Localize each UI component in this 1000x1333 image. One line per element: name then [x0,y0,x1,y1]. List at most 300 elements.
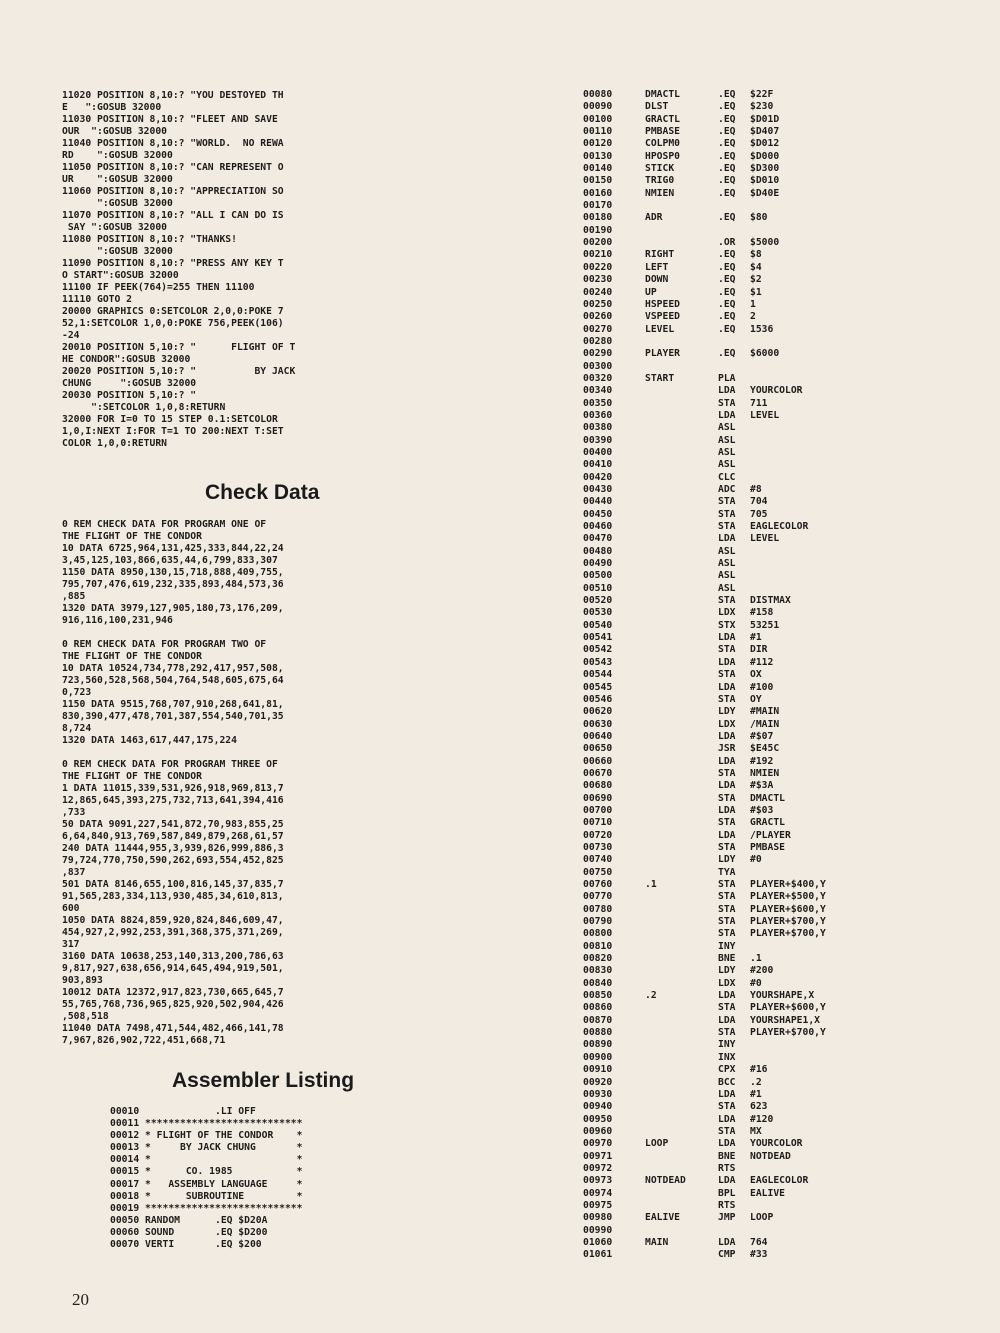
line-label: TRIG0 [645,175,675,187]
line-number: 00972 [583,1162,613,1174]
line-label: GRACTL [645,113,680,125]
line-number: 00500 [583,570,613,582]
line-opcode: JMP [718,1212,736,1224]
line-label: UP [645,286,657,298]
assembler-line [583,1027,826,1039]
line-number: 00545 [583,681,613,693]
line-operand: NMIEN [750,767,780,779]
assembler-line [583,879,826,891]
line-number: 00120 [583,138,613,150]
line-label: COLPM0 [645,138,680,150]
check-data-line: 79,724,770,750,590,262,693,554,452,825 [62,855,284,866]
line-number: 00880 [583,1027,613,1039]
check-data-section [62,519,284,1059]
line-operand: #1 [750,1088,762,1100]
assembler-line [583,472,826,484]
line-opcode: LDA [718,1236,736,1248]
line-opcode: LDY [718,706,736,718]
line-number: 00850 [583,990,613,1002]
line-operand: #200 [750,965,774,977]
assembler-line [583,324,826,336]
check-data-line: 600 [62,903,80,914]
line-number: 00910 [583,1064,613,1076]
line-operand: $2 [750,274,762,286]
assembler-line [583,719,826,731]
line-opcode: STA [718,693,736,705]
basic-listing [62,90,295,450]
line-operand: 623 [750,1101,768,1113]
assembler-line [583,163,826,175]
assembler-listing-right [583,89,826,1262]
line-number: 00660 [583,755,613,767]
check-data-line: THE FLIGHT OF THE CONDOR [62,771,202,782]
line-opcode: STA [718,879,736,890]
basic-line: 1,0,I:NEXT I:FOR T=1 TO 200:NEXT T:SET [62,426,284,437]
basic-line: 11040 POSITION 8,10:? "WORLD. NO REWA [62,138,284,149]
line-number: 00680 [583,780,613,792]
line-opcode: .EQ [718,311,736,323]
line-opcode: LDA [718,681,736,693]
check-data-line: 11040 DATA 7498,471,544,482,466,141,78 [62,1023,284,1034]
line-opcode: STA [718,1002,736,1014]
line-number: 00750 [583,866,613,878]
line-operand: MX [750,1125,762,1137]
line-opcode: LDA [718,1138,736,1150]
check-data-line: 6,64,840,913,769,587,849,879,268,61,57 [62,831,284,842]
assembler-line [583,891,826,903]
line-number: 00220 [583,261,613,273]
line-operand: DMACTL [750,792,785,804]
line-opcode: .EQ [718,249,736,261]
assembler-line [583,398,826,410]
assembler-line [583,768,826,780]
check-data-line: ,733 [62,807,86,818]
line-operand: PLAYER+$400,Y [750,879,826,890]
line-opcode: .EQ [718,261,736,273]
line-number: 00080 [583,89,613,100]
assembler-line [583,175,826,187]
line-operand: PLAYER+$700,Y [750,916,826,928]
line-label: LOOP [645,1138,669,1150]
basic-line: SAY ":GOSUB 32000 [62,222,167,233]
assembler-line [583,274,826,286]
line-label: PMBASE [645,126,680,138]
line-operand: #8 [750,484,762,495]
line-number: 00190 [583,224,613,236]
assembler-line [583,101,826,113]
line-operand: YOURSHAPE,X [750,990,815,1002]
line-number: 00400 [583,446,613,458]
line-label: HPOSP0 [645,150,680,162]
line-operand: PLAYER+$600,Y [750,903,826,915]
line-operand: $D012 [750,138,780,150]
line-number: 00180 [583,212,613,224]
line-opcode: LDA [718,990,736,1002]
line-label: ADR [645,212,663,224]
line-number: 00270 [583,323,613,335]
line-number: 00990 [583,1224,613,1236]
assembler-line [583,583,826,595]
check-data-line: 10 DATA 10524,734,778,292,417,957,508, [62,663,284,674]
line-number: 00620 [583,706,613,718]
line-number: 00640 [583,730,613,742]
assembler-line [583,756,826,768]
line-opcode: STA [718,916,736,928]
line-opcode: STA [718,1125,736,1137]
check-data-line: 723,560,528,568,504,764,548,605,675,64 [62,675,284,686]
line-label: DMACTL [645,89,680,100]
line-operand: 711 [750,397,768,409]
line-opcode: INY [718,940,736,952]
basic-line: 11100 IF PEEK(764)=255 THEN 11100 [62,282,255,293]
line-opcode: RTS [718,1162,736,1174]
assembler-line [583,990,826,1002]
basic-line: OUR ":GOSUB 32000 [62,126,167,137]
line-number: 00650 [583,743,613,755]
assembler-line [583,1101,826,1113]
line-operand: LEVEL [750,409,780,421]
line-label: EALIVE [645,1212,680,1224]
check-data-line: 317 [62,939,80,950]
assembler-line [583,237,826,249]
basic-line: 20000 GRAPHICS 0:SETCOLOR 2,0,0:POKE 7 [62,306,284,317]
line-operand: PLAYER+$500,Y [750,891,826,903]
check-data-program-three [62,759,284,1047]
basic-line: ":GOSUB 32000 [62,198,173,209]
assembler-line [583,694,826,706]
line-operand: EALIVE [750,1187,785,1199]
basic-line: ":SETCOLOR 1,0,8:RETURN [62,402,226,413]
line-number: 00250 [583,298,613,310]
line-opcode: ASL [718,422,736,434]
assembler-line: 00015 * CO. 1985 * [110,1166,303,1178]
assembler-line [583,546,826,558]
line-operand: $D40E [750,187,780,199]
line-number: 00543 [583,656,613,668]
basic-line: 32000 FOR I=0 TO 15 STEP 0.1:SETCOLOR [62,414,278,425]
line-number: 00110 [583,126,613,138]
check-data-line: 240 DATA 11444,955,3,939,826,999,886,3 [62,843,284,854]
line-opcode: .EQ [718,286,736,298]
assembler-line [583,978,826,990]
line-number: 00350 [583,397,613,409]
line-label: LEFT [645,261,669,273]
line-number: 00390 [583,434,613,446]
line-opcode: ASL [718,446,736,458]
line-number: 00520 [583,595,613,607]
line-operand: EAGLECOLOR [750,521,809,533]
line-number: 00240 [583,286,613,298]
basic-line: RD ":GOSUB 32000 [62,150,173,161]
line-operand: DISTMAX [750,595,791,607]
line-operand: $4 [750,261,762,273]
line-operand: .2 [750,1076,762,1088]
line-opcode: LDA [718,1113,736,1125]
assembler-line [583,459,826,471]
line-number: 00790 [583,916,613,928]
line-label: NMIEN [645,187,675,199]
line-label: .1 [645,879,657,890]
basic-line: 52,1:SETCOLOR 1,0,0:POKE 756,PEEK(106) [62,318,284,329]
check-data-line: 903,893 [62,975,103,986]
line-opcode: STA [718,397,736,409]
line-operand: $E45C [750,743,780,755]
line-number: 00730 [583,841,613,853]
line-number: 00820 [583,953,613,965]
line-number: 00280 [583,335,613,347]
line-operand: LEVEL [750,533,780,545]
assembler-line [583,447,826,459]
line-number: 00860 [583,1002,613,1014]
line-operand: #16 [750,1064,768,1076]
line-operand: #100 [750,681,774,693]
check-data-line: 795,707,476,619,232,335,893,484,573,36 [62,579,284,590]
line-operand: $1 [750,286,762,298]
line-opcode: LDA [718,829,736,841]
check-data-line: 0 REM CHECK DATA FOR PROGRAM TWO OF [62,639,267,650]
line-number: 00830 [583,965,613,977]
line-opcode: BNE [718,1150,736,1162]
line-operand: $230 [750,101,774,113]
line-number: 00170 [583,200,613,212]
assembler-line [583,1151,826,1163]
line-number: 00740 [583,854,613,866]
assembler-line [583,410,826,422]
line-label: DLST [645,101,669,113]
line-opcode: CLC [718,471,736,483]
assembler-line: 00019 *************************** [110,1202,303,1214]
assembler-line [583,928,826,940]
check-data-line: THE FLIGHT OF THE CONDOR [62,531,202,542]
line-number: 00973 [583,1175,613,1187]
basic-line: 11110 GOTO 2 [62,294,132,305]
line-opcode: ASL [718,459,736,471]
assembler-line [583,867,826,879]
line-number: 00140 [583,163,613,175]
line-opcode: LDA [718,804,736,816]
line-opcode: LDX [718,718,736,730]
line-opcode: BCC [718,1076,736,1088]
assembler-line: 00012 * FLIGHT OF THE CONDOR * [110,1130,303,1142]
line-operand: .1 [750,953,762,965]
basic-line: COLOR 1,0,0:RETURN [62,438,167,449]
line-opcode: STA [718,903,736,915]
line-opcode: STX [718,619,736,631]
line-number: 00900 [583,1051,613,1063]
line-number: 00340 [583,385,613,397]
line-number: 00360 [583,409,613,421]
line-number: 00200 [583,237,613,249]
line-number: 00720 [583,829,613,841]
assembler-line: 00014 * * [110,1154,303,1166]
assembler-line [583,1175,826,1187]
line-opcode: LDA [718,632,736,644]
line-operand: YOURSHAPE1,X [750,1014,820,1026]
line-number: 00320 [583,372,613,384]
line-operand: #0 [750,854,762,866]
line-opcode: ADC [718,484,736,495]
assembler-listing-heading: Assembler Listing [172,1069,355,1092]
line-number: 00544 [583,669,613,681]
page-number: 20 [72,1290,89,1309]
line-number: 00670 [583,767,613,779]
assembler-line [583,496,826,508]
assembler-line [583,780,826,792]
assembler-line: 00017 * ASSEMBLY LANGUAGE * [110,1178,303,1190]
assembler-line [583,953,826,965]
line-number: 00540 [583,619,613,631]
assembler-line [583,941,826,953]
check-data-line: 1050 DATA 8824,859,920,824,846,609,47, [62,915,284,926]
line-opcode: .EQ [718,101,736,113]
line-opcode: STA [718,1027,736,1039]
check-data-line: 454,927,2,992,253,391,368,375,371,269, [62,927,284,938]
line-opcode: LDX [718,977,736,989]
line-operand: $6000 [750,348,780,360]
line-opcode: STA [718,669,736,681]
line-operand: #192 [750,755,774,767]
assembler-line [583,965,826,977]
line-opcode: .EQ [718,113,736,125]
assembler-line [583,793,826,805]
basic-line: 11070 POSITION 8,10:? "ALL I CAN DO IS [62,210,284,221]
assembler-line: 00010 .LI OFF [110,1106,256,1117]
line-number: 00380 [583,422,613,434]
line-opcode: .EQ [718,274,736,286]
line-opcode: STA [718,521,736,533]
line-operand: #158 [750,607,774,619]
line-number: 00780 [583,903,613,915]
line-number: 00974 [583,1187,613,1199]
line-number: 00870 [583,1014,613,1026]
line-number: 00510 [583,582,613,594]
line-operand: PLAYER+$700,Y [750,1027,826,1039]
line-number: 00450 [583,508,613,520]
line-number: 00440 [583,496,613,508]
assembler-line [583,1052,826,1064]
check-data-line: 830,390,477,478,701,387,554,540,701,35 [62,711,284,722]
check-data-line: 10012 DATA 12372,917,823,730,665,645,7 [62,987,284,998]
line-number: 00690 [583,792,613,804]
line-number: 00130 [583,150,613,162]
line-operand: 1 [750,298,756,310]
line-operand: #$3A [750,780,774,792]
line-operand: PLAYER+$700,Y [750,928,826,940]
assembler-line [583,854,826,866]
line-opcode: LDA [718,780,736,792]
assembler-line [583,422,826,434]
assembler-line [583,311,826,323]
assembler-line [583,632,826,644]
line-opcode: LDY [718,854,736,866]
line-number: 00420 [583,471,613,483]
assembler-line [583,200,826,212]
line-number: 00541 [583,632,613,644]
line-opcode: LDA [718,1088,736,1100]
check-data-heading: Check Data [205,481,320,504]
assembler-line [583,336,826,348]
assembler-line [583,706,826,718]
line-opcode: CMP [718,1249,736,1261]
assembler-line [583,1039,826,1051]
assembler-line [583,657,826,669]
line-opcode: .EQ [718,163,736,175]
assembler-line [583,299,826,311]
line-number: 00100 [583,113,613,125]
assembler-line [583,607,826,619]
line-opcode: JSR [718,743,736,755]
check-data-program-two [62,639,284,747]
check-data-line: 1320 DATA 3979,127,905,180,73,176,209, [62,603,284,614]
line-operand: $8 [750,249,762,261]
line-operand: #MAIN [750,706,780,718]
assembler-line [583,1249,826,1261]
line-opcode: STA [718,496,736,508]
line-operand: YOURCOLOR [750,1138,803,1150]
line-number: 01060 [583,1236,613,1248]
assembler-line [583,373,826,385]
basic-line: 20030 POSITION 5,10:? " [62,390,197,401]
check-data-line: 7,967,826,902,722,451,668,71 [62,1035,226,1046]
line-operand: $22F [750,89,774,100]
assembler-line [583,114,826,126]
assembler-line [583,1138,826,1150]
assembler-line [583,435,826,447]
line-operand: $D407 [750,126,780,138]
line-label: RIGHT [645,249,675,261]
basic-line: UR ":GOSUB 32000 [62,174,173,185]
assembler-line [583,595,826,607]
line-label: VSPEED [645,311,680,323]
line-opcode: RTS [718,1199,736,1211]
assembler-line [583,509,826,521]
line-opcode: STA [718,508,736,520]
assembler-line: 00070 VERTI .EQ $200 [110,1239,262,1251]
line-opcode: ASL [718,434,736,446]
assembler-line [583,249,826,261]
check-data-line: THE FLIGHT OF THE CONDOR [62,651,202,662]
check-data-line: 1150 DATA 9515,768,707,910,268,641,81, [62,699,284,710]
line-number: 00300 [583,360,613,372]
line-operand: DIR [750,644,768,656]
basic-line: 11050 POSITION 8,10:? "CAN REPRESENT O [62,162,284,173]
line-opcode: STA [718,891,736,903]
line-opcode: LDA [718,409,736,421]
line-opcode: CPX [718,1064,736,1076]
line-number: 00980 [583,1212,613,1224]
basic-line: 11080 POSITION 8,10:? "THANKS! [62,234,237,245]
line-label: STICK [645,163,675,175]
basic-line: E ":GOSUB 32000 [62,102,162,113]
line-opcode: STA [718,817,736,829]
line-number: 00460 [583,521,613,533]
line-operand: PMBASE [750,841,785,853]
line-number: 00920 [583,1076,613,1088]
check-data-line: 916,116,100,231,946 [62,615,173,626]
line-opcode: STA [718,767,736,779]
check-data-line: 3160 DATA 10638,253,140,313,200,786,63 [62,951,284,962]
check-data-line: ,837 [62,867,86,878]
line-number: 00410 [583,459,613,471]
assembler-line [583,1188,826,1200]
line-operand: 53251 [750,619,780,631]
line-opcode: .EQ [718,298,736,310]
line-opcode: STA [718,595,736,607]
line-opcode: ASL [718,545,736,557]
line-operand: /PLAYER [750,829,791,841]
line-operand: 705 [750,508,768,520]
check-data-line: 1 DATA 11015,339,531,926,918,969,813,7 [62,783,284,794]
